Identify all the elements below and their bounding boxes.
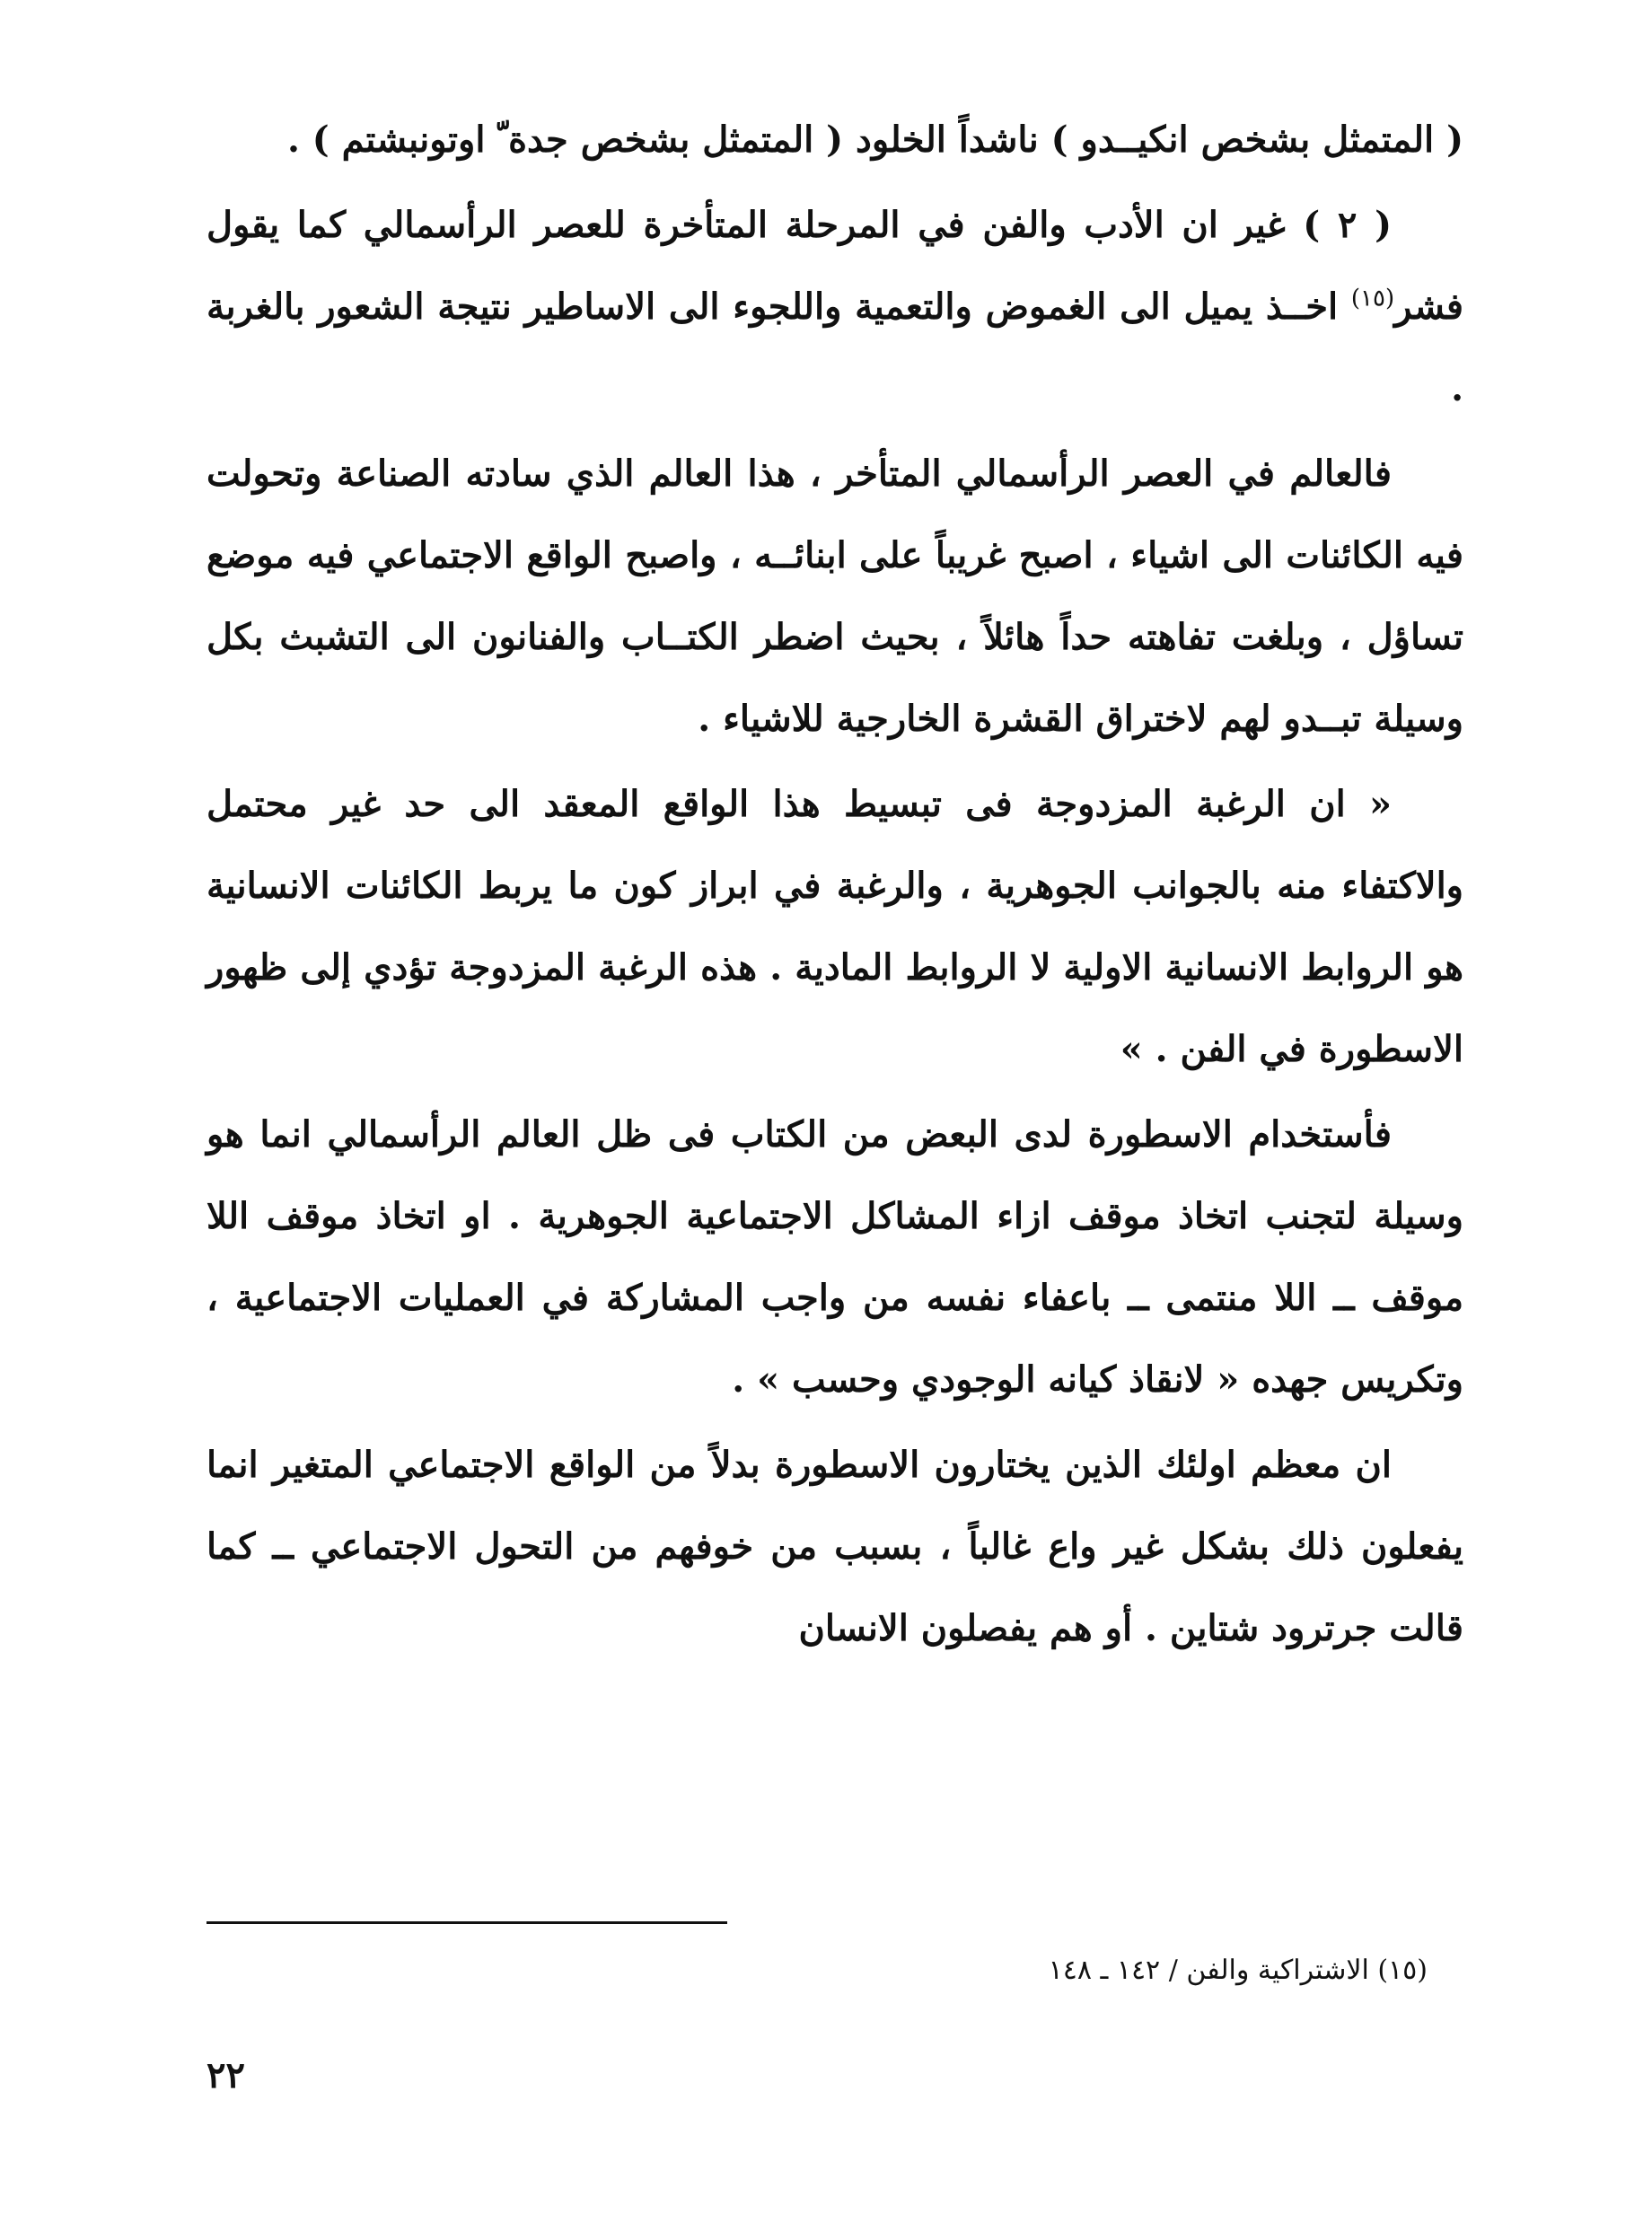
paragraph-2-text-before: ( ٢ ) غير ان الأدب والفن في المرحلة المتأخرة للعصر الرأسمالي كما يقول فشر [206,204,1463,328]
paragraph-3-text: فالعالم في العصر الرأسمالي المتأخر ، هذا العالم الذي سادته الصناعة وتحولت فيه الكائنات الى اشياء ، اصبح غريباً على ابنائــه ، واصبح الواقع الاجتماعي فيه موضع تساؤل ، وبلغت تفاهته حداً هائلاً ، بحيث اضطر الكتــاب والفنانون الى التشبث بكل وسيلة تبــدو لهم لاختراق القشرة الخارجية للاشياء . [206,453,1463,740]
footnote: (١٥) الاشتراكية والفن / ١٤٢ ـ ١٤٨ [1048,1955,1428,1986]
paragraph-5 [206,1094,1463,1420]
page-number: ٢٢ [206,2054,245,2096]
paragraph-5-text: فأستخدام الاسطورة لدى البعض من الكتاب فى ظل العالم الرأسمالي انما هو وسيلة لتجنب اتخاذ موقف ازاء المشاكل الاجتماعية الجوهرية . او اتخاذ موقف اللا موقف ــ اللا منتمى ــ باعفاء نفسه من واجب المشاركة في العمليات الاجتماعية ، وتكريس جهده « لانقاذ كيانه الوجودي وحسب » . [206,1113,1463,1401]
quotation-paragraph [206,763,1463,1090]
paragraph-3 [206,433,1463,760]
footnote-divider [206,1921,727,1924]
quotation-text: « ان الرغبة المزدوجة فى تبسيط هذا الواقع المعقد الى حد غير محتمل والاكتفاء منه بالجوانب الجوهرية ، والرغبة في ابراز كون ما يربط الكائنات الانسانية هو الروابط الانسانية الاولية لا الروابط المادية . هذه الرغبة المزدوجة تؤدي إلى ظهور الاسطورة في الفن . » [206,783,1463,1070]
footnote-reference: (١٥) [1350,285,1395,312]
paragraph-6-text: ان معظم اولئك الذين يختارون الاسطورة بدلاً من الواقع الاجتماعي المتغير انما يفعلون ذلك بشكل غير واع غالباً ، بسبب من خوفهم من التحول الاجتماعي ــ كما قالت جرترود شتاين . أو هم يفصلون الانسان [206,1444,1463,1649]
paragraph-2 [206,184,1463,429]
paragraph-6 [206,1424,1463,1669]
paragraph-2-text-after: اخــذ يميل الى الغموض والتعمية واللجوء الى الاساطير نتيجة الشعور بالغربة . [206,286,1463,409]
paragraph-1-text: ( المتمثل بشخص انكيــدو ) ناشداً الخلود ( المتمثل بشخص جدة ّ اوتونبشتم ) . [286,119,1463,161]
paragraph-1 [206,99,1463,180]
book-page [206,99,1463,2164]
